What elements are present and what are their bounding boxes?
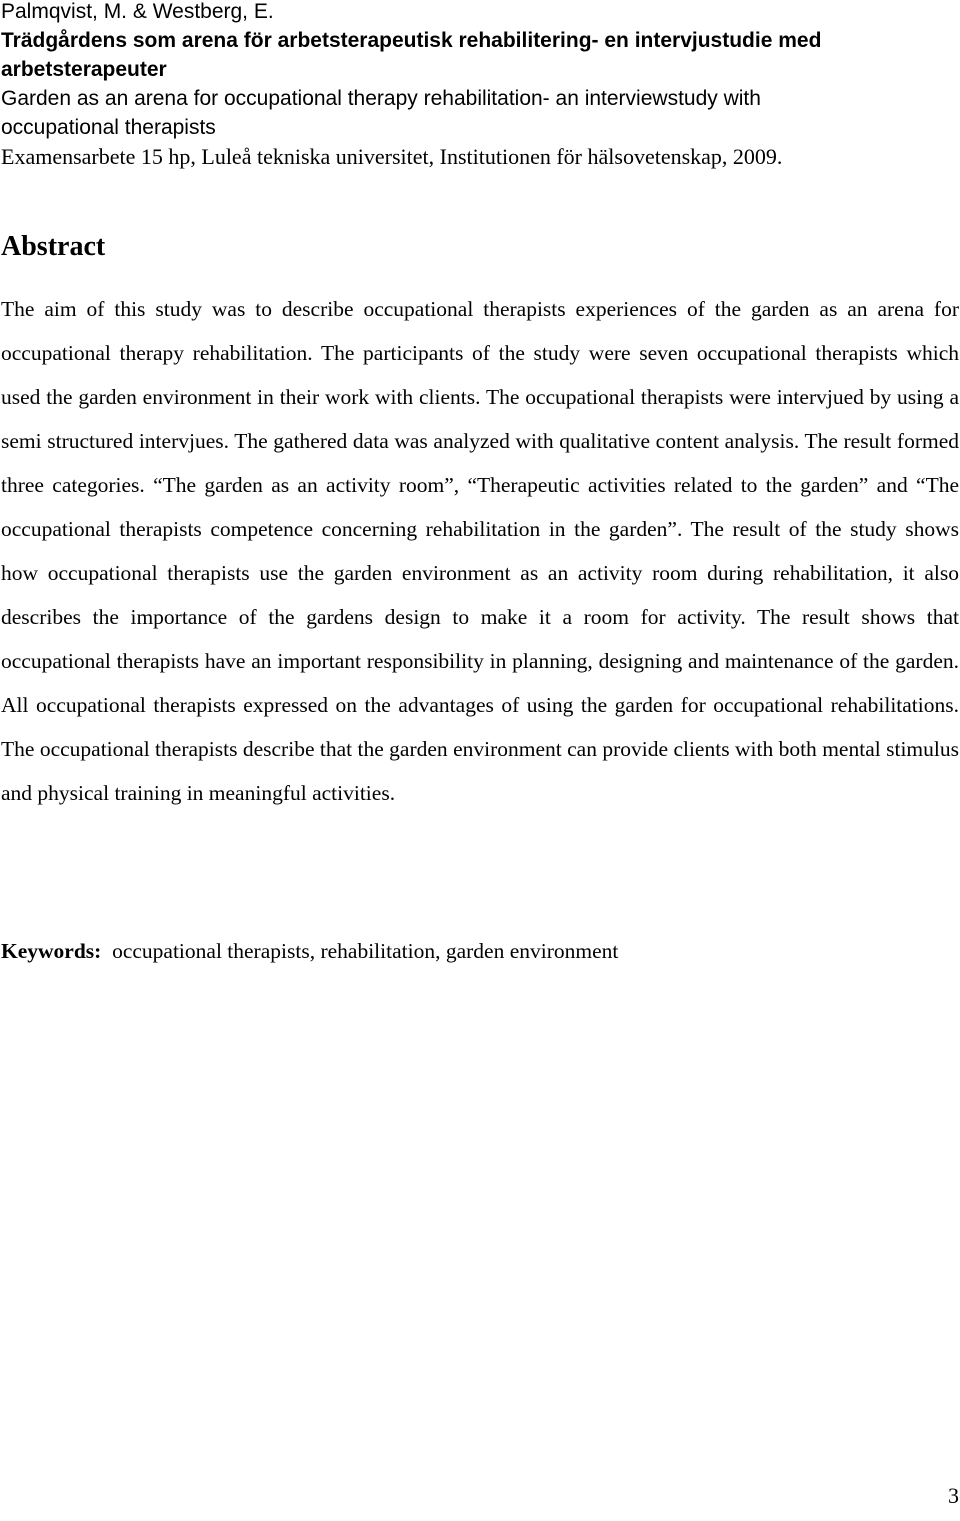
- abstract-heading: Abstract: [1, 231, 106, 262]
- english-title-line-2: occupational therapists: [1, 116, 216, 139]
- keywords-line: [1, 935, 618, 967]
- swedish-title-line-2: arbetsterapeuter: [1, 58, 167, 81]
- thesis-info-line: Examensarbete 15 hp, Luleå tekniska universitet, Institutionen för hälsovetenskap, 2009.: [1, 144, 783, 169]
- swedish-title-line-1: Trädgårdens som arena för arbetsterapeutisk rehabilitering- en intervjustudie med: [1, 29, 822, 52]
- keywords-value: occupational therapists, rehabilitation, garden environment: [112, 939, 619, 963]
- abstract-body: The aim of this study was to describe occupational therapists experiences of the garden as an arena for occupational therapy rehabilitation. The participants of the study were seven occupational therapists which used the garden environment in their work with clients. The occupational therapists were intervjued by using a semi structured intervjues. The gathered data was analyzed with qualitative content analysis. The result formed three categories. “The garden as an activity room”, “Therapeutic activities related to the garden” and “The occupational therapists competence concerning rehabilitation in the garden”. The result of the study shows how occupational therapists use the garden environment as an activity room during rehabilitation, it also describes the importance of the gardens design to make it a room for activity. The result shows that occupational therapists have an important responsibility in planning, designing and maintenance of the garden. All occupational therapists expressed on the advantages of using the garden for occupational rehabilitations. The occupational therapists describe that the garden environment can provide clients with both mental stimulus and physical training in meaningful activities.: [1, 297, 959, 805]
- english-title-line-1: Garden as an arena for occupational therapy rehabilitation- an interviewstudy with: [1, 87, 761, 110]
- page-number: 3: [948, 1483, 959, 1508]
- keywords-label: Keywords:: [1, 939, 102, 963]
- document-header: [1, 0, 956, 171]
- authors-line: Palmqvist, M. & Westberg, E.: [1, 0, 274, 23]
